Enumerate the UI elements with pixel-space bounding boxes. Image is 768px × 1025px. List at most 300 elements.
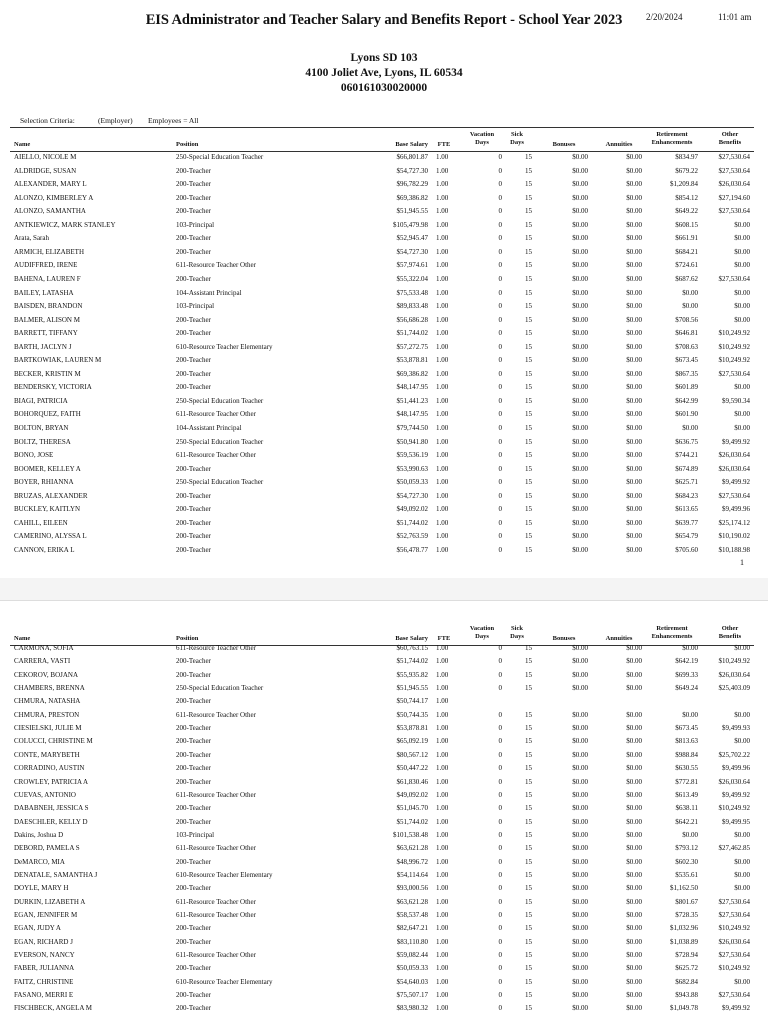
cell-fte: 1.00 [436, 857, 449, 866]
cell-retirement: $801.67 [675, 897, 698, 906]
cell-base-salary: $54,727.30 [396, 247, 428, 256]
table-row [10, 655, 754, 668]
cell-fte: 1.00 [436, 369, 449, 378]
cell-position: 611-Resource Teacher Other [176, 451, 256, 460]
table-row [10, 178, 754, 191]
cell-other: $26,030.64 [718, 451, 750, 460]
table-row [10, 395, 754, 408]
cell-sick: 15 [525, 750, 532, 759]
cell-vacation: 0 [498, 870, 502, 879]
cell-bonuses: $0.00 [572, 288, 588, 297]
cell-name: ALONZO, KIMBERLEY A [14, 193, 94, 202]
cell-annuities: $0.00 [626, 180, 642, 189]
cell-name: CARRERA, VASTI [14, 657, 71, 666]
cell-fte: 1.00 [436, 247, 449, 256]
cell-vacation: 0 [498, 924, 502, 933]
cell-base-salary: $80,567.12 [396, 750, 428, 759]
cell-fte: 1.00 [436, 897, 449, 906]
cell-retirement: $0.00 [682, 644, 698, 652]
cell-name: DeMARCO, MIA [14, 857, 65, 866]
cell-name: FAITZ, CHRISTINE [14, 977, 74, 986]
cell-annuities: $0.00 [626, 424, 642, 432]
cell-sick: 15 [525, 315, 532, 324]
cell-base-salary: $56,478.77 [396, 545, 428, 554]
cell-bonuses: $0.00 [572, 247, 588, 256]
cell-base-salary: $50,941.80 [396, 437, 428, 446]
cell-other: $10,188.98 [718, 545, 750, 554]
table-row [10, 165, 754, 178]
cell-bonuses: $0.00 [572, 870, 588, 879]
cell-base-salary: $61,830.46 [396, 777, 428, 786]
cell-base-salary: $83,980.32 [396, 1004, 428, 1013]
cell-fte: 1.00 [436, 777, 449, 786]
cell-vacation: 0 [498, 342, 502, 351]
cell-sick: 15 [525, 897, 532, 906]
cell-sick: 15 [525, 830, 532, 839]
col-vacation: Vacation Days [469, 131, 495, 146]
cell-sick: 15 [525, 670, 532, 679]
cell-other: $9,499.96 [722, 764, 750, 773]
cell-vacation: 0 [498, 274, 502, 283]
cell-fte: 1.00 [436, 977, 449, 986]
cell-sick: 15 [525, 153, 532, 161]
cell-base-salary: $89,833.48 [396, 302, 428, 311]
table-header [10, 129, 754, 149]
cell-sick: 15 [525, 911, 532, 919]
cell-annuities: $0.00 [626, 657, 642, 666]
cell-sick: 15 [525, 207, 532, 216]
cell-fte: 1.00 [436, 697, 449, 706]
cell-sick: 15 [525, 302, 532, 311]
cell-annuities: $0.00 [626, 764, 642, 773]
cell-bonuses: $0.00 [572, 817, 588, 826]
cell-bonuses: $0.00 [572, 451, 588, 460]
cell-name: COLUCCI, CHRISTINE M [14, 737, 93, 746]
cell-retirement: $708.56 [675, 315, 698, 324]
col-vacation: Vacation Days [469, 625, 495, 640]
cell-vacation: 0 [498, 937, 502, 946]
cell-vacation: 0 [498, 804, 502, 813]
cell-position: 200-Teacher [176, 924, 211, 933]
cell-retirement: $728.35 [675, 911, 698, 919]
cell-other: $27,530.64 [718, 369, 750, 378]
cell-sick: 15 [525, 396, 532, 405]
cell-sick: 15 [525, 410, 532, 419]
cell-base-salary: $63,621.28 [396, 897, 428, 906]
cell-vacation: 0 [498, 897, 502, 906]
table-row [10, 1002, 754, 1015]
cell-base-salary: $96,782.29 [396, 180, 428, 189]
cell-bonuses: $0.00 [572, 991, 588, 1000]
cell-annuities: $0.00 [626, 193, 642, 202]
col-base-salary: Base Salary [395, 141, 428, 148]
cell-vacation: 0 [498, 790, 502, 799]
cell-annuities: $0.00 [626, 951, 642, 960]
cell-bonuses: $0.00 [572, 1004, 588, 1013]
table-row [10, 869, 754, 882]
cell-retirement: $0.00 [682, 830, 698, 839]
table-row [10, 314, 754, 327]
cell-annuities: $0.00 [626, 545, 642, 554]
district-name: Lyons SD 103 [350, 52, 418, 64]
cell-vacation: 0 [498, 356, 502, 365]
cell-position: 200-Teacher [176, 329, 211, 338]
cell-other: $10,249.92 [718, 804, 750, 813]
cell-bonuses: $0.00 [572, 532, 588, 541]
cell-retirement: $642.99 [675, 396, 698, 405]
cell-name: FISCHBECK, ANGELA M [14, 1004, 92, 1013]
cell-bonuses: $0.00 [572, 724, 588, 733]
cell-bonuses: $0.00 [572, 234, 588, 243]
cell-retirement: $625.71 [675, 478, 698, 487]
cell-annuities: $0.00 [626, 964, 642, 973]
table-row [10, 517, 754, 530]
cell-annuities: $0.00 [626, 437, 642, 446]
cell-position: 200-Teacher [176, 724, 211, 733]
cell-base-salary: $79,744.50 [396, 424, 428, 432]
cell-retirement: $0.00 [682, 424, 698, 432]
cell-base-salary: $57,974.61 [396, 261, 428, 270]
cell-position: 200-Teacher [176, 464, 211, 473]
cell-vacation: 0 [498, 410, 502, 419]
cell-other: $27,530.64 [718, 991, 750, 1000]
cell-fte: 1.00 [436, 329, 449, 338]
table-row [10, 246, 754, 259]
cell-retirement: $642.19 [675, 657, 698, 666]
cell-base-salary: $48,996.72 [396, 857, 428, 866]
cell-vacation: 0 [498, 491, 502, 500]
cell-name: EVERSON, NANCY [14, 951, 75, 960]
cell-sick: 15 [525, 991, 532, 1000]
table-row [10, 381, 754, 394]
cell-annuities: $0.00 [626, 315, 642, 324]
cell-bonuses: $0.00 [572, 464, 588, 473]
cell-position: 200-Teacher [176, 697, 211, 706]
cell-annuities: $0.00 [626, 342, 642, 351]
cell-fte: 1.00 [436, 153, 449, 161]
cell-retirement: $646.81 [675, 329, 698, 338]
col-bonuses: Bonuses [552, 635, 576, 642]
table-row [10, 205, 754, 218]
cell-retirement: $1,049.78 [670, 1004, 698, 1013]
cell-sick: 15 [525, 804, 532, 813]
cell-fte: 1.00 [436, 870, 449, 879]
col-annuities: Annuities [605, 635, 633, 642]
table-row [10, 695, 754, 708]
cell-fte: 1.00 [436, 342, 449, 351]
cell-other: $27,530.64 [718, 166, 750, 175]
cell-fte: 1.00 [436, 315, 449, 324]
cell-vacation: 0 [498, 670, 502, 679]
cell-fte: 1.00 [436, 657, 449, 666]
cell-base-salary: $66,801.87 [396, 153, 428, 161]
cell-vacation: 0 [498, 644, 502, 652]
col-base-salary: Base Salary [395, 635, 428, 642]
cell-fte: 1.00 [436, 670, 449, 679]
cell-sick: 15 [525, 274, 532, 283]
cell-base-salary: $51,744.02 [396, 329, 428, 338]
cell-vacation: 0 [498, 518, 502, 527]
cell-bonuses: $0.00 [572, 342, 588, 351]
cell-position: 103-Principal [176, 220, 215, 229]
table-row [10, 776, 754, 789]
table-row [10, 842, 754, 855]
cell-vacation: 0 [498, 369, 502, 378]
cell-retirement: $744.21 [675, 451, 698, 460]
cell-other: $9,590.34 [722, 396, 750, 405]
cell-sick: 15 [525, 532, 532, 541]
cell-fte: 1.00 [436, 884, 449, 893]
cell-position: 200-Teacher [176, 670, 211, 679]
cell-fte: 1.00 [436, 710, 449, 719]
cell-annuities: $0.00 [626, 991, 642, 1000]
cell-annuities: $0.00 [626, 207, 642, 216]
cell-name: AIELLO, NICOLE M [14, 153, 77, 161]
cell-base-salary: $69,386.82 [396, 369, 428, 378]
cell-name: CONTE, MARYBETH [14, 750, 80, 759]
cell-position: 250-Special Education Teacher [176, 684, 264, 693]
cell-annuities: $0.00 [626, 911, 642, 919]
col-other: Other Benefits [718, 625, 742, 640]
cell-base-salary: $51,744.02 [396, 817, 428, 826]
cell-vacation: 0 [498, 1004, 502, 1013]
cell-retirement: $867.35 [675, 369, 698, 378]
cell-base-salary: $83,110.80 [396, 937, 428, 946]
cell-other: $27,530.64 [718, 153, 750, 161]
cell-vacation: 0 [498, 234, 502, 243]
cell-annuities: $0.00 [626, 684, 642, 693]
cell-other: $10,190.02 [718, 532, 750, 541]
table-row [10, 709, 754, 722]
cell-bonuses: $0.00 [572, 166, 588, 175]
cell-bonuses: $0.00 [572, 518, 588, 527]
table-row [10, 368, 754, 381]
table-row [10, 909, 754, 922]
cell-annuities: $0.00 [626, 977, 642, 986]
table-row [10, 669, 754, 682]
cell-bonuses: $0.00 [572, 951, 588, 960]
cell-fte: 1.00 [436, 220, 449, 229]
cell-base-salary: $63,621.28 [396, 844, 428, 853]
cell-other: $9,499.96 [722, 505, 750, 514]
cell-sick: 15 [525, 288, 532, 297]
cell-annuities: $0.00 [626, 505, 642, 514]
table-row [10, 544, 754, 557]
cell-position: 104-Assistant Principal [176, 288, 242, 297]
cell-other: $0.00 [734, 977, 750, 986]
cell-other: $25,403.09 [718, 684, 750, 693]
cell-retirement: $708.63 [675, 342, 698, 351]
report-date: 2/20/2024 [646, 12, 683, 22]
table-row [10, 829, 754, 842]
cell-other: $26,030.64 [718, 670, 750, 679]
cell-bonuses: $0.00 [572, 383, 588, 392]
col-position: Position [176, 635, 199, 642]
cell-name: BARTKOWIAK, LAUREN M [14, 356, 102, 365]
cell-other: $0.00 [734, 884, 750, 893]
cell-retirement: $1,162.50 [670, 884, 698, 893]
cell-sick: 15 [525, 491, 532, 500]
cell-base-salary: $59,536.19 [396, 451, 428, 460]
cell-other: $10,249.92 [718, 329, 750, 338]
cell-other: $27,530.64 [718, 274, 750, 283]
cell-vacation: 0 [498, 329, 502, 338]
cell-sick: 15 [525, 937, 532, 946]
cell-annuities: $0.00 [626, 410, 642, 419]
cell-name: AUDIFFRED, IRENE [14, 261, 78, 270]
cell-position: 200-Teacher [176, 247, 211, 256]
cell-name: BAILEY, LATASHA [14, 288, 74, 297]
cell-vacation: 0 [498, 315, 502, 324]
cell-annuities: $0.00 [626, 804, 642, 813]
cell-other: $0.00 [734, 234, 750, 243]
cell-position: 610-Resource Teacher Elementary [176, 977, 273, 986]
cell-position: 200-Teacher [176, 166, 211, 175]
cell-fte: 1.00 [436, 724, 449, 733]
cell-name: BOLTON, BRYAN [14, 424, 69, 432]
cell-vacation: 0 [498, 153, 502, 161]
cell-vacation: 0 [498, 777, 502, 786]
cell-retirement: $728.94 [675, 951, 698, 960]
cell-position: 610-Resource Teacher Elementary [176, 870, 273, 879]
cell-name: EGAN, RICHARD J [14, 937, 73, 946]
cell-base-salary: $55,935.82 [396, 670, 428, 679]
cell-fte: 1.00 [436, 410, 449, 419]
cell-base-salary: $93,000.56 [396, 884, 428, 893]
cell-vacation: 0 [498, 302, 502, 311]
cell-name: CHMURA, PRESTON [14, 710, 80, 719]
cell-position: 200-Teacher [176, 193, 211, 202]
cell-bonuses: $0.00 [572, 830, 588, 839]
cell-vacation: 0 [498, 830, 502, 839]
cell-bonuses: $0.00 [572, 424, 588, 432]
cell-retirement: $0.00 [682, 710, 698, 719]
cell-fte: 1.00 [436, 830, 449, 839]
cell-sick: 15 [525, 724, 532, 733]
cell-retirement: $630.55 [675, 764, 698, 773]
table-row [10, 882, 754, 895]
cell-bonuses: $0.00 [572, 844, 588, 853]
cell-name: CANNON, ERIKA L [14, 545, 75, 554]
cell-name: DEBORD, PAMELA S [14, 844, 80, 853]
cell-vacation: 0 [498, 750, 502, 759]
cell-annuities: $0.00 [626, 844, 642, 853]
cell-base-salary: $54,114.64 [396, 870, 428, 879]
cell-base-salary: $53,878.81 [396, 356, 428, 365]
cell-name: BAISDEN, BRANDON [14, 302, 83, 311]
cell-sick: 15 [525, 424, 532, 432]
cell-name: EGAN, JENNIFER M [14, 911, 78, 919]
cell-annuities: $0.00 [626, 644, 642, 652]
cell-name: BAHENA, LAUREN F [14, 274, 81, 283]
cell-base-salary: $69,386.82 [396, 193, 428, 202]
cell-base-salary: $51,744.02 [396, 657, 428, 666]
cell-other: $26,030.64 [718, 937, 750, 946]
cell-bonuses: $0.00 [572, 396, 588, 405]
cell-bonuses: $0.00 [572, 153, 588, 161]
cell-sick: 15 [525, 817, 532, 826]
cell-sick: 15 [525, 518, 532, 527]
table-row [10, 151, 754, 164]
cell-base-salary: $65,092.19 [396, 737, 428, 746]
cell-sick: 15 [525, 710, 532, 719]
cell-sick: 15 [525, 951, 532, 960]
cell-retirement: $772.81 [675, 777, 698, 786]
cell-other: $0.00 [734, 830, 750, 839]
cell-retirement: $705.60 [675, 545, 698, 554]
cell-position: 200-Teacher [176, 315, 211, 324]
cell-sick: 15 [525, 684, 532, 693]
cell-vacation: 0 [498, 764, 502, 773]
cell-sick: 15 [525, 193, 532, 202]
cell-position: 200-Teacher [176, 1004, 211, 1013]
cell-base-salary: $50,744.35 [396, 710, 428, 719]
cell-position: 200-Teacher [176, 777, 211, 786]
cell-vacation: 0 [498, 193, 502, 202]
cell-vacation: 0 [498, 737, 502, 746]
cell-other: $9,499.92 [722, 1004, 750, 1013]
cell-position: 611-Resource Teacher Other [176, 790, 256, 799]
criteria-employees: Employees = All [148, 116, 199, 125]
cell-annuities: $0.00 [626, 274, 642, 283]
cell-retirement: $0.00 [682, 302, 698, 311]
cell-name: CAHILL, EILEEN [14, 518, 68, 527]
cell-base-salary: $50,059.33 [396, 478, 428, 487]
cell-retirement: $0.00 [682, 288, 698, 297]
cell-fte: 1.00 [436, 478, 449, 487]
cell-annuities: $0.00 [626, 532, 642, 541]
cell-base-salary: $75,507.17 [396, 991, 428, 1000]
cell-bonuses: $0.00 [572, 545, 588, 554]
cell-other: $0.00 [734, 220, 750, 229]
table-row [10, 896, 754, 909]
cell-position: 200-Teacher [176, 964, 211, 973]
cell-position: 200-Teacher [176, 545, 211, 554]
cell-name: CIESIELSKI, JULIE M [14, 724, 82, 733]
cell-fte: 1.00 [436, 790, 449, 799]
col-name: Name [14, 635, 31, 642]
cell-other: $0.00 [734, 383, 750, 392]
cell-sick: 15 [525, 383, 532, 392]
cell-name: BOOMER, KELLEY A [14, 464, 81, 473]
cell-fte: 1.00 [436, 396, 449, 405]
cell-annuities: $0.00 [626, 369, 642, 378]
cell-bonuses: $0.00 [572, 505, 588, 514]
cell-other: $26,030.64 [718, 464, 750, 473]
cell-base-salary: $49,092.02 [396, 790, 428, 799]
cell-position: 200-Teacher [176, 180, 211, 189]
cell-base-salary: $59,082.44 [396, 951, 428, 960]
cell-position: 611-Resource Teacher Other [176, 261, 256, 270]
cell-vacation: 0 [498, 396, 502, 405]
cell-other: $10,249.92 [718, 342, 750, 351]
table-row [10, 300, 754, 313]
cell-vacation: 0 [498, 288, 502, 297]
table-row [10, 962, 754, 975]
cell-retirement: $793.12 [675, 844, 698, 853]
cell-bonuses: $0.00 [572, 220, 588, 229]
cell-position: 611-Resource Teacher Other [176, 951, 256, 960]
criteria-employer: (Employer) [98, 116, 133, 125]
cell-bonuses: $0.00 [572, 437, 588, 446]
cell-annuities: $0.00 [626, 710, 642, 719]
cell-retirement: $649.22 [675, 207, 698, 216]
cell-bonuses: $0.00 [572, 977, 588, 986]
cell-vacation: 0 [498, 261, 502, 270]
cell-bonuses: $0.00 [572, 897, 588, 906]
cell-retirement: $601.89 [675, 383, 698, 392]
cell-position: 200-Teacher [176, 532, 211, 541]
